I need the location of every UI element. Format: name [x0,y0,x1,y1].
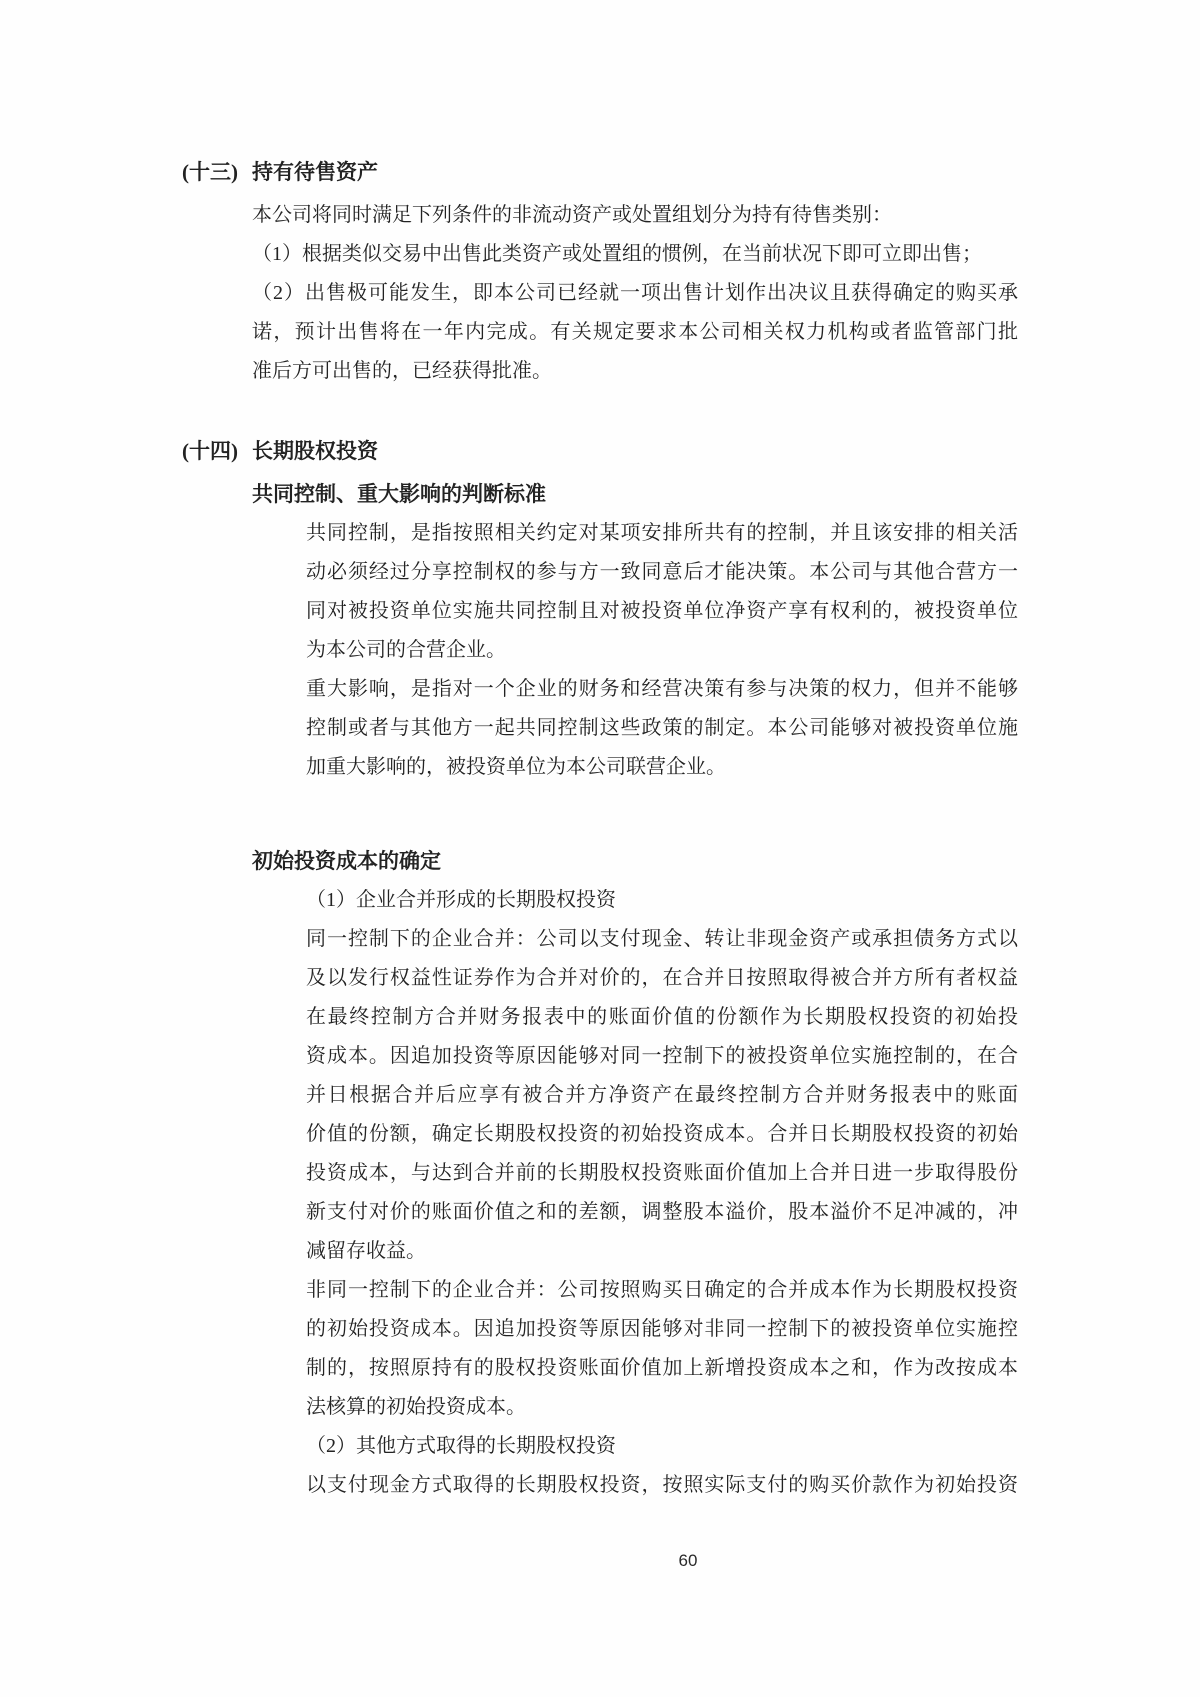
section-heading [182,432,1018,471]
text-line: 准后方可出售的，已经获得批准。 [252,360,552,382]
text-line: 在最终控制方合并财务报表中的账面价值的份额作为长期股权投资的初始投 [306,1006,1018,1028]
paragraph [306,670,1018,787]
text-line: 价值的份额，确定长期股权投资的初始投资成本。合并日长期股权投资的初始 [306,1123,1018,1145]
section-heading [182,153,1018,192]
paragraph [306,1271,1018,1427]
section-title: 长期股权投资 [252,439,378,463]
text-line: 控制或者与其他方一起共同控制这些政策的制定。本公司能够对被投资单位施 [306,717,1018,739]
page-number: 60 [678,1551,698,1570]
text-line: 共同控制，是指按照相关约定对某项安排所共有的控制，并且该安排的相关活 [306,522,1018,544]
text-line: 的初始投资成本。因追加投资等原因能够对非同一控制下的被投资单位实施控 [306,1318,1018,1340]
text-line: 投资成本，与达到合并前的长期股权投资账面价值加上合并日进一步取得股份 [306,1162,1018,1184]
text-line: （1）根据类似交易中出售此类资产或处置组的惯例，在当前状况下即可立即出售； [252,243,982,265]
paragraph [252,196,1018,235]
text-line: （1）企业合并形成的长期股权投资 [306,889,616,911]
document-content [182,153,1018,1505]
text-line: 为本公司的合营企业。 [306,639,506,661]
text-line: 动必须经过分享控制权的参与方一致同意后才能决策。本公司与其他合营方一 [306,561,1018,583]
paragraph [306,1427,1018,1466]
text-line: 及以发行权益性证券作为合并对价的，在合并日按照取得被合并方所有者权益 [306,967,1018,989]
text-line: （2）其他方式取得的长期股权投资 [306,1435,616,1457]
text-line: 非同一控制下的企业合并：公司按照购买日确定的合并成本作为长期股权投资 [306,1279,1018,1301]
text-line: 加重大影响的，被投资单位为本公司联营企业。 [306,756,726,778]
section [182,153,1018,391]
section-label: (十三) [182,160,238,184]
text-line: 诺，预计出售将在一年内完成。有关规定要求本公司相关权力机构或者监管部门批 [252,321,1018,343]
text-line: 新支付对价的账面价值之和的差额，调整股本溢价，股本溢价不足冲减的，冲 [306,1201,1018,1223]
section [182,432,1018,1505]
paragraph [306,1466,1018,1505]
section-label: (十四) [182,439,238,463]
text-line: 以支付现金方式取得的长期股权投资，按照实际支付的购买价款作为初始投资 [306,1474,1018,1496]
text-line: 资成本。因追加投资等原因能够对同一控制下的被投资单位实施控制的，在合 [306,1045,1018,1067]
text-line: 同一控制下的企业合并：公司以支付现金、转让非现金资产或承担债务方式以 [306,928,1018,950]
subsection-heading: 共同控制、重大影响的判断标准 [252,482,546,506]
paragraph [252,235,1018,274]
text-line: 重大影响，是指对一个企业的财务和经营决策有参与决策的权力，但并不能够 [306,678,1018,700]
text-line: 本公司将同时满足下列条件的非流动资产或处置组划分为持有待售类别： [252,204,892,226]
text-line: 制的，按照原持有的股权投资账面价值加上新增投资成本之和，作为改按成本 [306,1357,1018,1379]
paragraph [306,514,1018,670]
subsection-heading: 初始投资成本的确定 [252,849,441,873]
paragraph [306,920,1018,1271]
text-line: 同对被投资单位实施共同控制且对被投资单位净资产享有权利的，被投资单位 [306,600,1018,622]
text-line: 并日根据合并后应享有被合并方净资产在最终控制方合并财务报表中的账面 [306,1084,1018,1106]
paragraph [252,274,1018,391]
text-line: （2）出售极可能发生，即本公司已经就一项出售计划作出决议且获得确定的购买承 [252,282,1018,304]
text-line: 减留存收益。 [306,1240,426,1262]
text-line: 法核算的初始投资成本。 [306,1396,526,1418]
section-title: 持有待售资产 [252,160,378,184]
paragraph [306,881,1018,920]
